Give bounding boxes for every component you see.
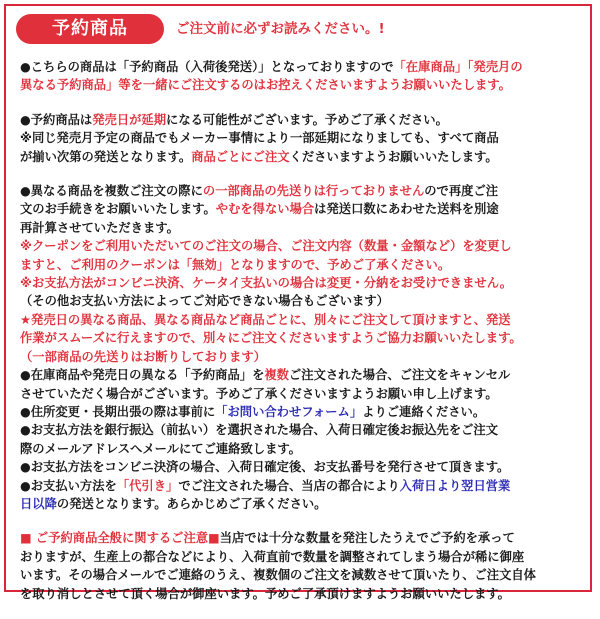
contact-form-link[interactable]: 「お問い合わせフォーム」 <box>215 404 363 419</box>
text: させていただく場合がございます。予めご了承くださいますようお願い申し上げます。 <box>20 386 498 401</box>
text: よりご連絡ください。 <box>362 404 486 419</box>
caution-heading: ■ ご予約商品全般に関するご注意■ <box>20 531 220 546</box>
read-before-order-notice: ご注文前に必ずお読みください。! <box>176 21 385 37</box>
text-red: やむを得ない場合 <box>215 202 315 217</box>
text-red: ★発売日の異なる商品、異なる商品など商品ごとに、別々にご注文して頂けますと、発送 <box>20 312 511 327</box>
text: ※同じ発売月予定の商品でもメーカー事情により一部延期になりましても、すべて商品 <box>20 131 499 146</box>
text: おりますが、生産上の都合などにより、入荷直前で数量を調整されてしまう場合が稀に御座 <box>20 549 525 564</box>
text-red: （一部商品の先送りはお断りしております） <box>20 349 266 364</box>
text-blue: 入荷日より翌日営業 <box>399 478 511 493</box>
text: ●在庫商品や発売日の異なる「予約商品」を <box>20 368 265 383</box>
text-red: 商品ごとにご注文 <box>191 149 290 164</box>
text: います。その場合メールでご連絡のうえ、複数個のご注文を減数させて頂いたり、ご注文自体 <box>20 568 536 583</box>
paragraph-preorder-mixing <box>20 58 588 95</box>
text: でご注文された場合、当店の都合により <box>178 478 400 493</box>
text: ●お支払い方法を <box>20 478 117 493</box>
text-red: 発売日が延期 <box>92 112 167 127</box>
text: ご注文された場合、ご注文をキャンセル <box>288 368 511 383</box>
text-red: 複数 <box>264 368 289 383</box>
text: ●こちらの商品は「予約商品（入荷後発送）」となっておりますので <box>20 60 394 74</box>
text-red: ますと、ご利用のクーポンは「無効」となりますので、予めご了承ください。 <box>20 257 451 272</box>
text-red: の一部商品の先送りは行っておりません <box>202 184 425 199</box>
text: ●住所変更・長期出張の際は事前に <box>20 404 216 419</box>
text: くださいますようお願いいたします。 <box>289 149 498 164</box>
text: 際のメールアドレスへメールにてご連絡致します。 <box>20 441 301 456</box>
paragraph-general-caution <box>20 529 588 603</box>
text: の発送となります。あらかじめご了承ください。 <box>56 496 327 511</box>
notice-frame <box>4 4 592 601</box>
content <box>20 58 588 619</box>
text-red: 異なる予約商品」等を一緒にご注文するのはお控えくださいますようお願いいたします。 <box>20 78 511 93</box>
text-blue: 日以降 <box>20 496 57 511</box>
text: ので再度ご注 <box>424 184 499 199</box>
text-red: 作業がスムーズに行えますので、別々にご注文くださいますようご協力お願いいたします。 <box>20 331 522 346</box>
text: 文のお手続きをお願いいたします。 <box>20 202 216 217</box>
text: になる可能性がございます。予めご了承ください。 <box>166 112 448 127</box>
text: ●お支払方法を銀行振込（前払い）を選択された場合、入荷日確定後お振込先をご注文 <box>20 423 499 438</box>
header <box>16 14 576 44</box>
paragraph-multiple-items <box>20 182 588 513</box>
text: ●予約商品は <box>20 112 93 127</box>
preorder-badge: 予約商品 <box>16 14 164 44</box>
text-red: 「在庫商品」「発売月の <box>393 60 523 74</box>
text: 当店では十分な数量を発注したうえでご予約を承って <box>219 531 515 546</box>
text: が揃い次第の発送となります。 <box>20 149 192 164</box>
text-red: ※クーポンをご利用いただいてのご注文の場合、ご注文内容（数量・金額など）を変更し <box>20 239 512 254</box>
text-red: 「代引き」 <box>116 478 179 493</box>
text: を取り消しとさせて頂く場合が御座います。予めご了承頂けますようお願いいたします。 <box>20 586 510 601</box>
paragraph-release-delay <box>20 111 588 166</box>
text: は発送口数にあわせた送料を別途 <box>314 202 499 217</box>
text: ●異なる商品を複数ご注文の際に <box>20 184 203 199</box>
text: ●お支払方法をコンビニ決済の場合、入荷日確定後、お支払番号を発行させて頂きます。 <box>20 460 510 475</box>
text: 再計算させていただきます。 <box>20 220 179 235</box>
text-red: ※お支払方法がコンビニ決済、ケータイ支払いの場合は変更・分納をお受けできません。 <box>20 276 513 291</box>
text: （その他お支払い方法によってご対応できない場合もございます） <box>20 294 389 309</box>
